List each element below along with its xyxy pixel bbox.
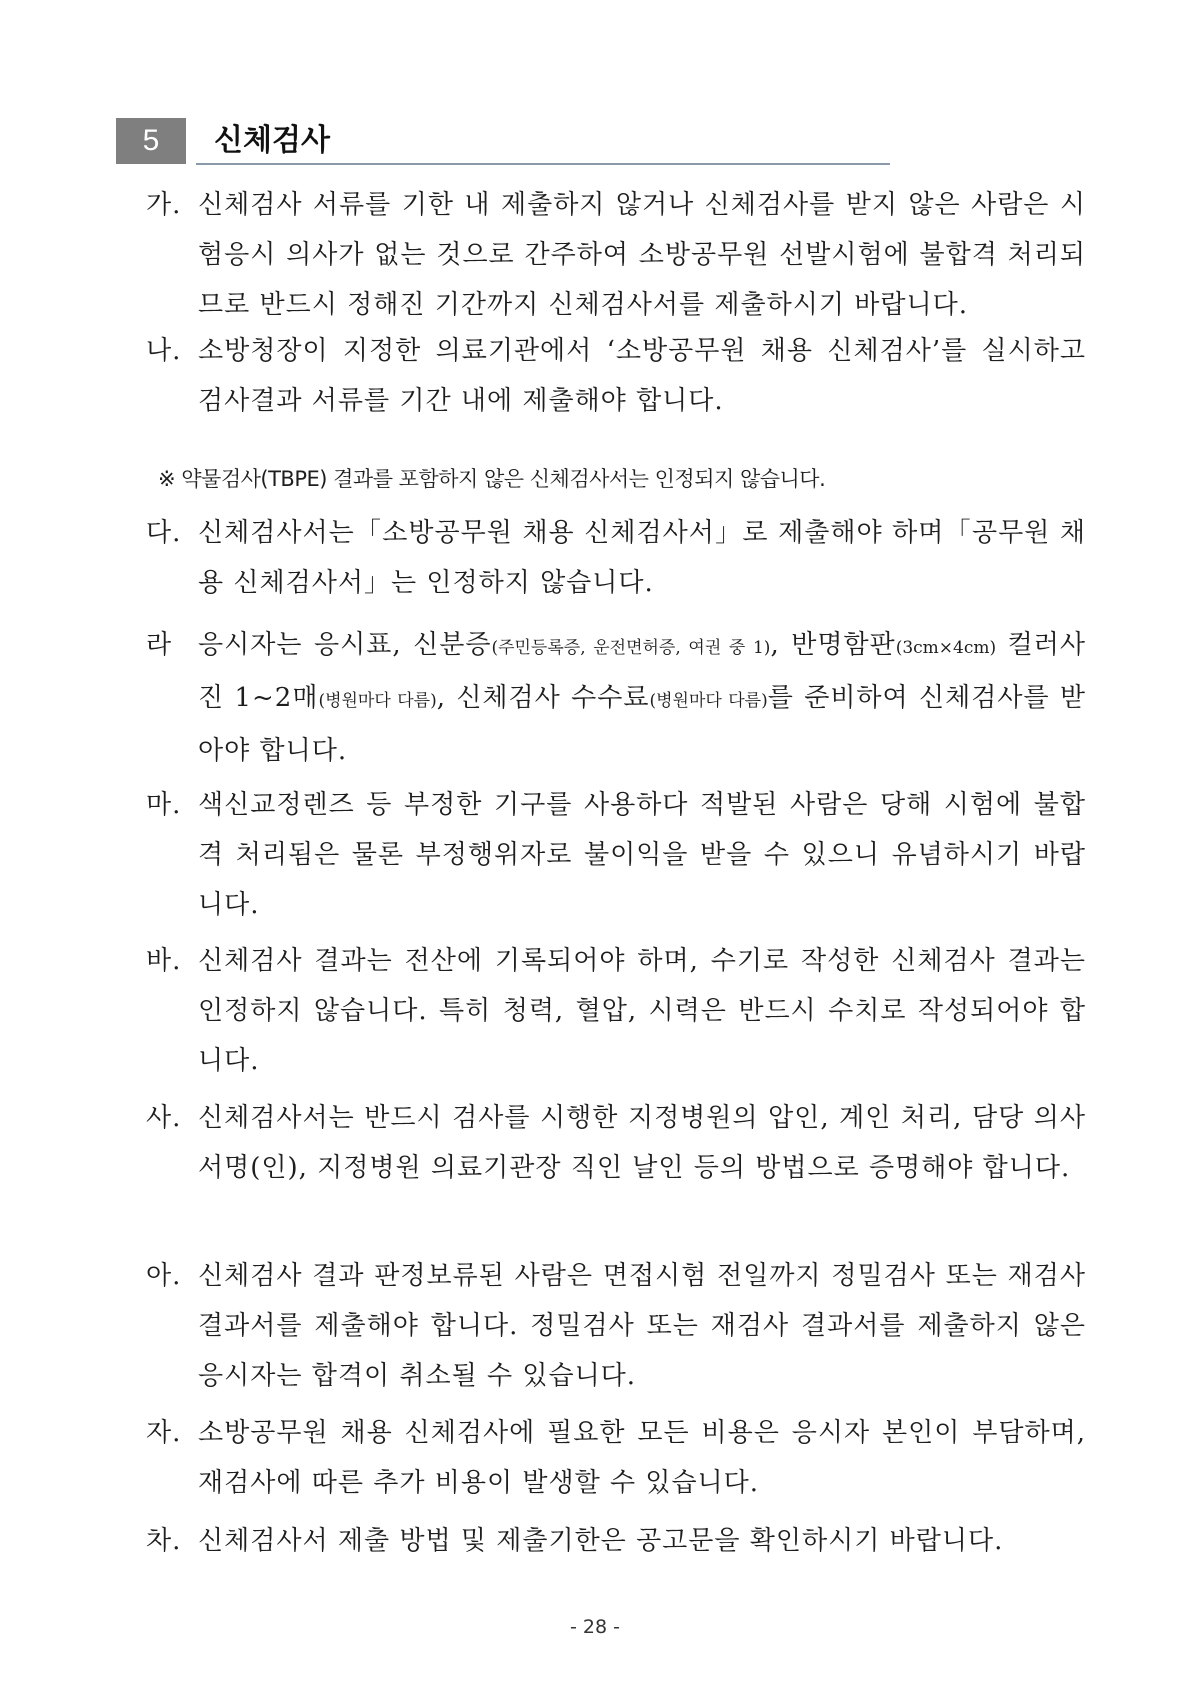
item-marker: 아. [146,1261,182,1291]
item-text-small: (병원마다 다름) [318,691,437,711]
item-marker: 가. [146,190,182,220]
item-text-small: (병원마다 다름) [649,691,768,711]
item-text: 신체검사서는「소방공무원 채용 신체검사서」로 제출해야 하며「공무원 채용 신체검사서」는 인정하지 않습니다. [198,518,1086,598]
item-text-part: 컬러사진 1~2매 [198,630,1086,713]
item-text: 신체검사서는 반드시 검사를 시행한 지정병원의 압인, 계인 처리, 담당 의사 서명(인), 지정병원 의료기관장 직인 날인 등의 방법으로 증명해야 합니다. [198,1103,1086,1183]
section-underline [196,163,890,165]
item-text-part: , 신체검사 수수료 [436,683,650,713]
item-marker: 차. [146,1526,182,1556]
list-item-sa [146,1093,1086,1193]
list-item-ba [146,936,1086,1086]
list-item-na [146,326,1086,426]
list-item-cha [146,1516,1086,1566]
item-text-small: (3cm×4cm) [895,638,997,658]
item-text: 색신교정렌즈 등 부정한 기구를 사용하다 적발된 사람은 당해 시험에 불합격 처리됨은 물론 부정행위자로 불이익을 받을 수 있으니 유념하시기 바랍니다. [198,790,1086,920]
item-text: 신체검사서 제출 방법 및 제출기한은 공고문을 확인하시기 바랍니다. [198,1526,1004,1556]
item-text: 신체검사 서류를 기한 내 제출하지 않거나 신체검사를 받지 않은 사람은 시험응시 의사가 없는 것으로 간주하여 소방공무원 선발시험에 불합격 처리되므로 반드시 정해진 기간까지 신체검사서를 제출하시기 바랍니다. [198,190,1086,320]
item-text-small: (주민등록증, 운전면허증, 여권 중 1) [491,638,771,658]
list-item-da [146,508,1086,608]
section-title: 신체검사 [214,123,330,158]
list-item-a [146,1251,1086,1401]
list-item-ga [146,180,1086,330]
item-marker: 바. [146,946,182,976]
note-text: ※ 약물검사(TBPE) 결과를 포함하지 않은 신체검사서는 인정되지 않습니다. [158,467,826,491]
item-text-part: 를 준비하여 신체검사를 받아야 합니다. [198,683,1087,766]
list-item-ma [146,780,1086,930]
item-text-part: 응시자는 응시표, 신분증 [198,630,492,660]
item-text-part: , 반명함판 [770,630,896,660]
item-marker: 자. [146,1418,182,1448]
item-text: 소방청장이 지정한 의료기관에서 ‘소방공무원 채용 신체검사’를 실시하고 검사결과 서류를 기간 내에 제출해야 합니다. [198,336,1086,416]
item-marker: 다. [146,518,182,548]
item-text: 신체검사 결과 판정보류된 사람은 면접시험 전일까지 정밀검사 또는 재검사 결과서를 제출해야 합니다. 정밀검사 또는 재검사 결과서를 제출하지 않은 응시자는 합격이 취소될 수 있습니다. [198,1261,1086,1391]
item-marker: 사. [146,1103,182,1133]
page-number: - 28 - [570,1616,620,1638]
section-header [116,118,890,168]
item-text: 신체검사 결과는 전산에 기록되어야 하며, 수기로 작성한 신체검사 결과는 인정하지 않습니다. 특히 청력, 혈압, 시력은 반드시 수치로 작성되어야 합니다. [198,946,1086,1076]
section-number: 5 [116,118,186,164]
item-text: 소방공무원 채용 신체검사에 필요한 모든 비용은 응시자 본인이 부담하며, 재검사에 따른 추가 비용이 발생할 수 있습니다. [198,1418,1086,1498]
list-item-ra [146,620,1086,776]
list-item-ja [146,1408,1086,1508]
item-marker: 마. [146,790,182,820]
item-marker: 나. [146,336,182,366]
item-marker: 라 [146,630,173,660]
